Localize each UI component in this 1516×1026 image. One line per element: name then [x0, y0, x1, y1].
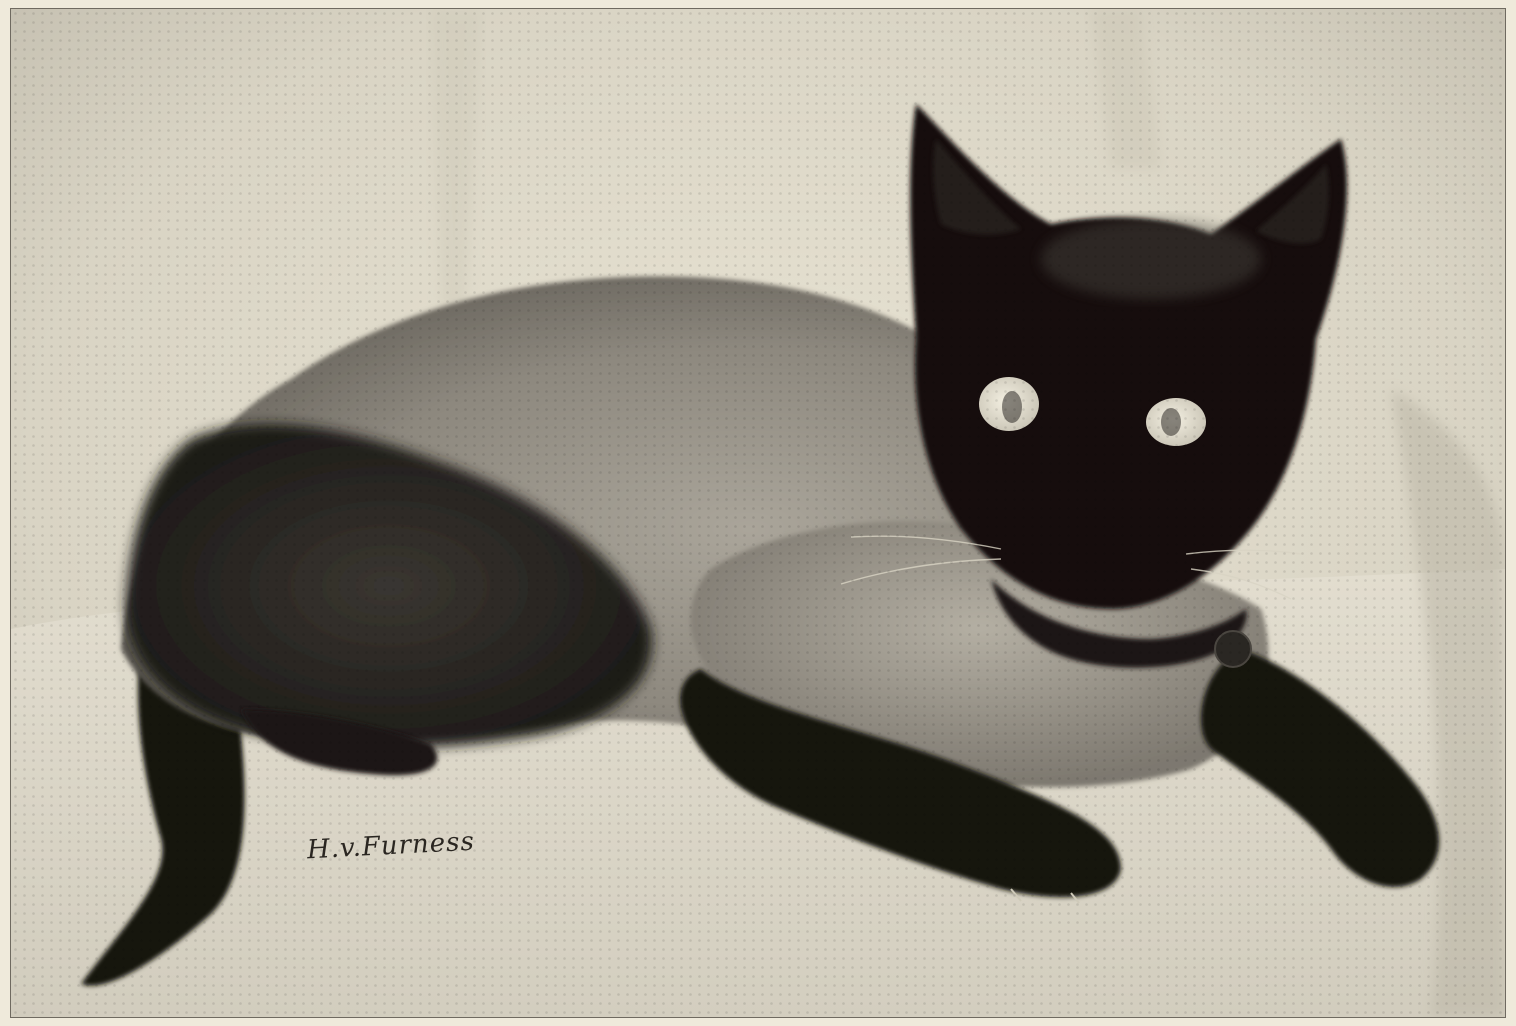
- halftone-screen: [11, 9, 1505, 1017]
- cat-illustration: [11, 9, 1505, 1017]
- cat-photograph: [10, 8, 1506, 1018]
- photographer-signature: H.v.Furness: [306, 826, 476, 866]
